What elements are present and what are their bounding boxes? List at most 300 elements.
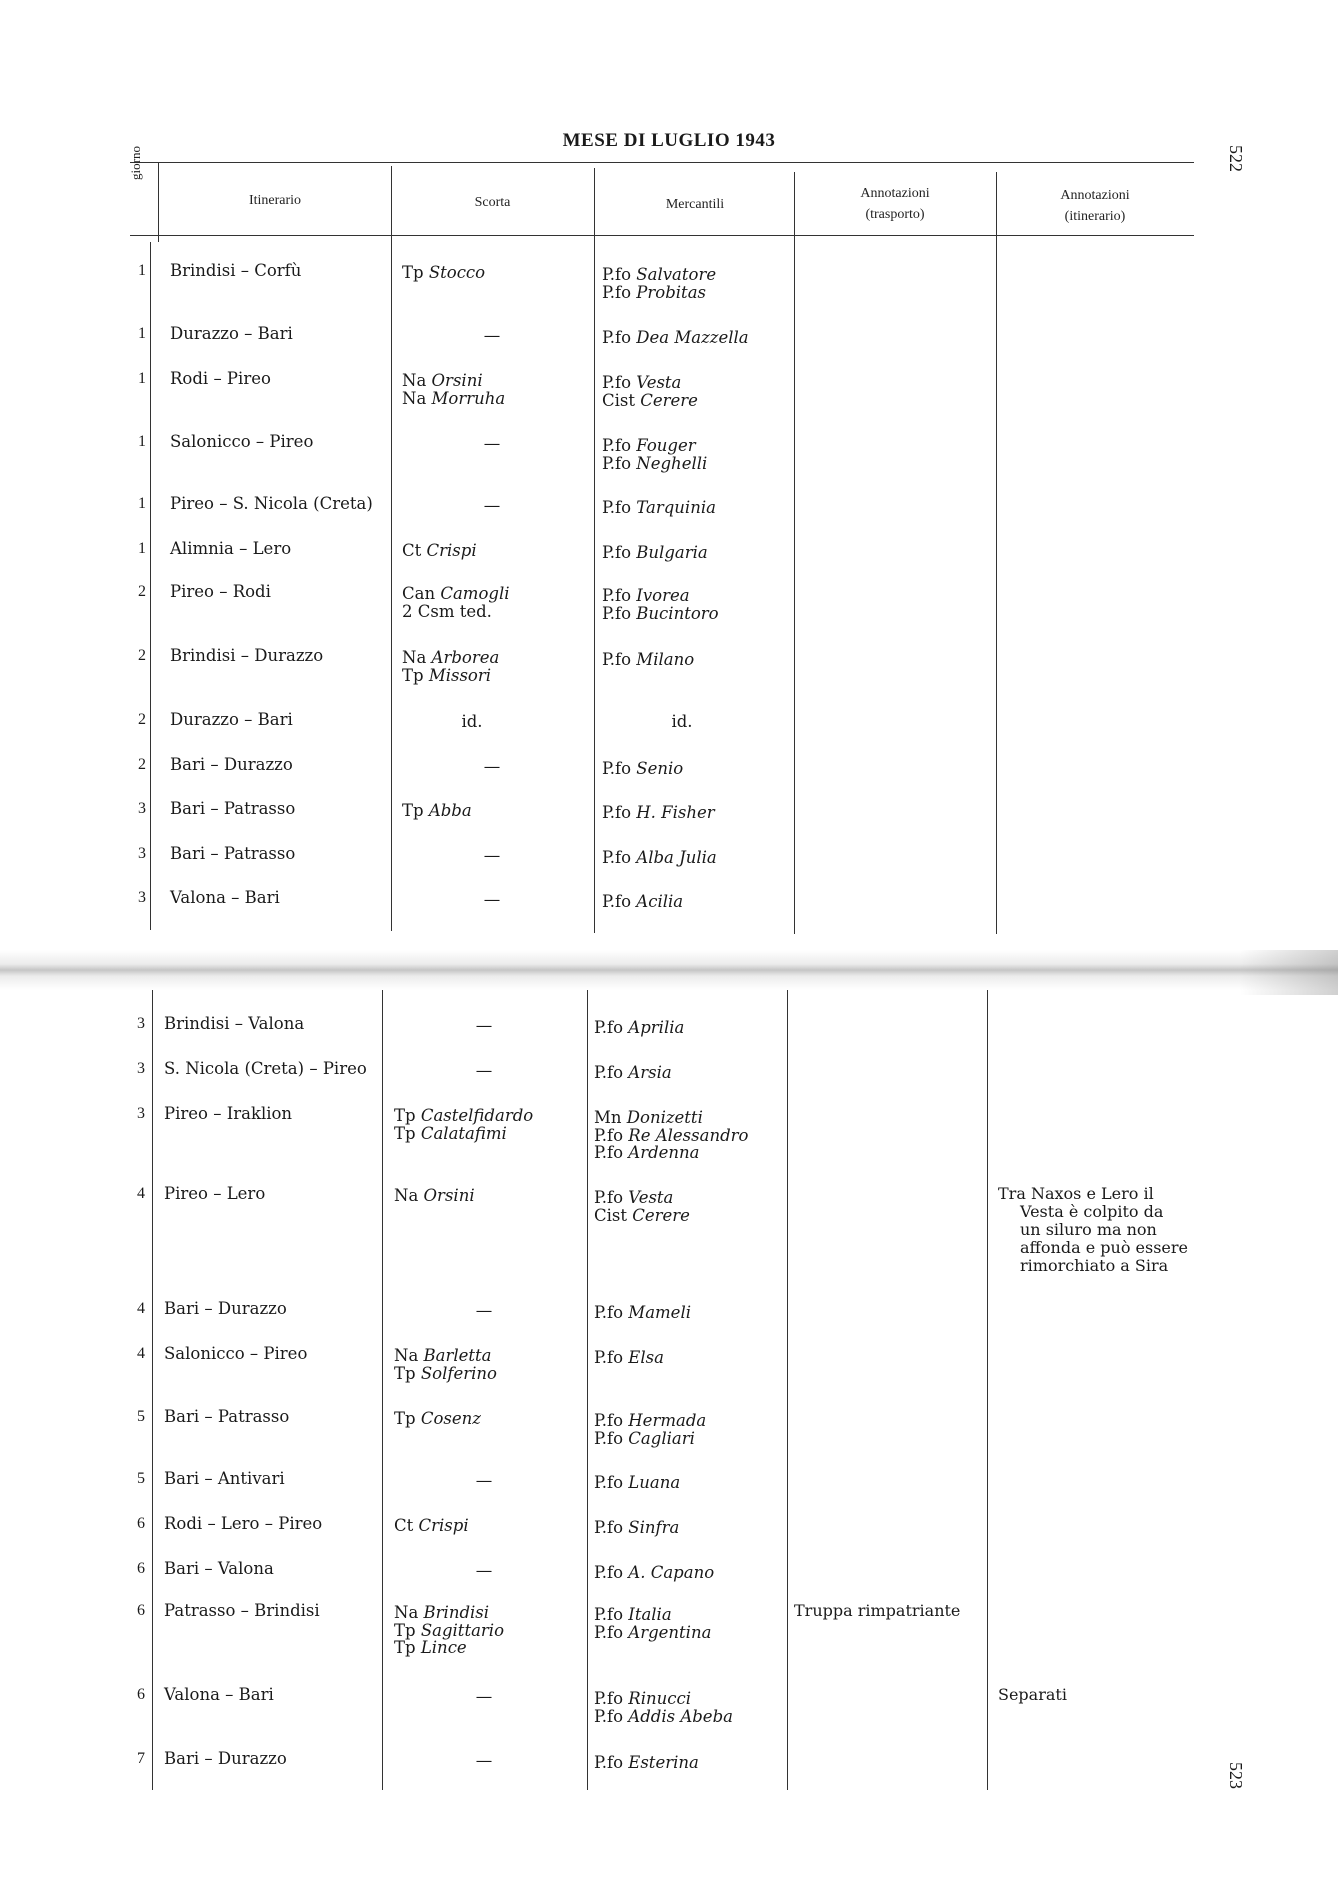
itinerario-cell: Bari – Durazzo bbox=[164, 1749, 287, 1768]
header-annotazioni-trasporto-line1: Annotazioni bbox=[860, 186, 930, 201]
entry-line bbox=[402, 649, 499, 667]
day-cell: 3 bbox=[138, 800, 146, 817]
vessel-name: Ardenna bbox=[628, 1143, 700, 1162]
mercantili-cell bbox=[594, 1519, 679, 1537]
entry-line bbox=[394, 1187, 475, 1205]
itinerario-cell: Pireo – Iraklion bbox=[164, 1104, 293, 1123]
entry-line bbox=[394, 1107, 533, 1125]
vessel-name: Calatafimi bbox=[420, 1123, 507, 1143]
vessel-type: Na bbox=[394, 1186, 419, 1205]
entry-line bbox=[594, 1349, 664, 1367]
header-annotazioni-itinerario-line1: Annotazioni bbox=[1060, 188, 1130, 203]
entry-line bbox=[602, 849, 717, 867]
mercantili-cell bbox=[602, 374, 698, 409]
vessel-name: Sinfra bbox=[628, 1518, 680, 1537]
entry-line bbox=[594, 1430, 706, 1448]
scorta-cell: id. bbox=[461, 712, 483, 731]
entry-line bbox=[402, 390, 505, 408]
mercantili-cell bbox=[594, 1019, 684, 1037]
vessel-type: P.fo bbox=[594, 1428, 624, 1448]
entry-line bbox=[594, 1127, 748, 1145]
day-cell: 1 bbox=[138, 325, 146, 342]
scorta-cell bbox=[402, 264, 485, 282]
mercantili-cell bbox=[602, 329, 749, 347]
annotazioni-itinerario-cell bbox=[998, 1185, 1188, 1275]
vessel-type: P.fo bbox=[594, 1473, 624, 1492]
entry-line bbox=[594, 1412, 706, 1430]
entry-line bbox=[602, 893, 683, 911]
col-divider bbox=[787, 990, 788, 1790]
mercantili-cell: id. bbox=[671, 712, 693, 731]
entry-line bbox=[602, 804, 715, 822]
vessel-type: P.fo bbox=[594, 1348, 624, 1367]
col-divider bbox=[152, 990, 153, 1790]
vessel-name: Argentina bbox=[628, 1622, 712, 1642]
vessel-name: Italia bbox=[628, 1605, 672, 1624]
day-cell: 4 bbox=[137, 1300, 145, 1317]
vessel-name: Abba bbox=[428, 801, 472, 820]
header-mercantili: Mercantili bbox=[665, 197, 725, 212]
header-annotazioni-itinerario bbox=[1000, 185, 1190, 227]
vessel-name: Milano bbox=[636, 650, 695, 669]
vessel-name: Vesta bbox=[636, 373, 682, 392]
vessel-type: P.fo bbox=[602, 498, 632, 517]
vessel-type: P.fo bbox=[594, 1125, 624, 1145]
entry-line bbox=[594, 1519, 679, 1537]
page-number-bottom: 523 bbox=[1226, 1762, 1246, 1789]
vessel-type: Ct bbox=[394, 1516, 414, 1535]
entry-line bbox=[402, 802, 472, 820]
col-divider bbox=[996, 172, 997, 934]
entry-line bbox=[394, 1410, 481, 1428]
entry-line bbox=[602, 760, 683, 778]
mercantili-cell bbox=[602, 266, 716, 301]
vessel-type: Cist bbox=[602, 390, 635, 410]
vessel-type: P.fo bbox=[602, 892, 632, 911]
entry-line bbox=[594, 1207, 690, 1225]
day-cell: 1 bbox=[138, 540, 146, 557]
vessel-type: Tp bbox=[402, 665, 424, 685]
entry-line bbox=[402, 667, 499, 685]
day-cell: 7 bbox=[137, 1750, 145, 1767]
header-annotazioni-itinerario-line2: (itinerario) bbox=[1064, 209, 1126, 224]
day-cell: 2 bbox=[138, 583, 146, 600]
vessel-name: Senio bbox=[636, 759, 684, 778]
mercantili-cell bbox=[602, 544, 708, 562]
day-cell: 3 bbox=[138, 889, 146, 906]
mercantili-cell bbox=[594, 1349, 664, 1367]
entry-line bbox=[594, 1109, 748, 1127]
entry-line bbox=[602, 329, 749, 347]
entry-line bbox=[602, 374, 698, 392]
mercantili-cell bbox=[602, 651, 694, 669]
itinerario-cell: Bari – Antivari bbox=[164, 1469, 285, 1488]
vessel-type: P.fo bbox=[602, 328, 632, 347]
vessel-name: Dea Mazzella bbox=[636, 328, 749, 347]
itinerario-cell: Pireo – Rodi bbox=[170, 582, 271, 601]
vessel-name: H. Fisher bbox=[636, 803, 715, 822]
vessel-type: Mn bbox=[594, 1108, 622, 1127]
itinerario-cell: Salonicco – Pireo bbox=[170, 432, 314, 451]
mercantili-cell bbox=[594, 1304, 691, 1322]
scorta-cell: — bbox=[475, 1061, 493, 1080]
itinerario-cell: Durazzo – Bari bbox=[170, 710, 293, 729]
itinerario-cell: Patrasso – Brindisi bbox=[164, 1601, 320, 1620]
vessel-type: P.fo bbox=[602, 603, 632, 623]
page-number-top: 522 bbox=[1226, 145, 1246, 172]
entry-line bbox=[602, 544, 708, 562]
entry-line bbox=[594, 1019, 684, 1037]
day-cell: 6 bbox=[137, 1602, 145, 1619]
mercantili-cell bbox=[602, 849, 717, 867]
itinerario-cell: Alimnia – Lero bbox=[170, 539, 292, 558]
vessel-type: P.fo bbox=[594, 1605, 624, 1624]
vessel-name: Neghelli bbox=[636, 453, 708, 473]
scorta-cell bbox=[402, 649, 499, 684]
vessel-name: Cosenz bbox=[420, 1409, 481, 1428]
vessel-name: Bucintoro bbox=[636, 603, 719, 623]
scorta-cell: — bbox=[483, 496, 501, 515]
day-cell: 6 bbox=[137, 1515, 145, 1532]
vessel-type: P.fo bbox=[602, 848, 632, 867]
vessel-name: Ivorea bbox=[636, 586, 690, 605]
vessel-name: Esterina bbox=[628, 1753, 699, 1772]
day-cell: 6 bbox=[137, 1560, 145, 1577]
mercantili-cell bbox=[602, 587, 719, 622]
entry-line bbox=[402, 542, 477, 560]
vessel-name: Arsia bbox=[628, 1063, 672, 1082]
entry-line bbox=[394, 1622, 504, 1640]
vessel-type: P.fo bbox=[594, 1706, 624, 1726]
entry-line bbox=[594, 1708, 733, 1726]
annotazioni-itinerario-cell bbox=[998, 1686, 1067, 1704]
day-cell: 2 bbox=[138, 756, 146, 773]
vessel-type: P.fo bbox=[594, 1018, 624, 1037]
entry-line bbox=[394, 1347, 497, 1365]
entry-line bbox=[394, 1365, 497, 1383]
vessel-name: Solferino bbox=[420, 1363, 497, 1383]
vessel-type: P.fo bbox=[602, 453, 632, 473]
mercantili-cell bbox=[594, 1189, 690, 1224]
mercantili-cell bbox=[602, 499, 716, 517]
mercantili-cell bbox=[594, 1690, 733, 1725]
entry-line bbox=[594, 1144, 748, 1162]
scorta-cell bbox=[394, 1347, 497, 1382]
day-cell: 4 bbox=[137, 1185, 145, 1202]
page-fold-edge bbox=[1240, 950, 1338, 995]
vessel-name: Camogli bbox=[440, 584, 510, 603]
col-divider bbox=[594, 168, 595, 933]
itinerario-cell: Brindisi – Durazzo bbox=[170, 646, 324, 665]
vessel-type: Tp bbox=[402, 263, 424, 282]
vessel-name: Rinucci bbox=[628, 1689, 692, 1708]
vessel-type: Tp bbox=[394, 1620, 416, 1640]
vessel-name: Hermada bbox=[628, 1411, 707, 1430]
vessel-name: Probitas bbox=[636, 282, 706, 302]
vessel-name: Bulgaria bbox=[636, 543, 708, 562]
note-line: affonda e può essere bbox=[1020, 1238, 1189, 1257]
vessel-name: Lince bbox=[420, 1638, 467, 1657]
day-cell: 1 bbox=[138, 262, 146, 279]
vessel-name: Elsa bbox=[628, 1348, 664, 1367]
vessel-type: Tp bbox=[394, 1363, 416, 1383]
vessel-type: P.fo bbox=[594, 1303, 624, 1322]
entry-line bbox=[594, 1624, 711, 1642]
vessel-type: P.fo bbox=[594, 1143, 624, 1162]
entry-line bbox=[594, 1064, 672, 1082]
vessel-type: Na bbox=[402, 648, 427, 667]
vessel-type: P.fo bbox=[602, 282, 632, 302]
itinerario-cell: Bari – Valona bbox=[164, 1559, 274, 1578]
vessel-type: P.fo bbox=[602, 265, 632, 284]
vessel-type: 2 Csm ted. bbox=[402, 601, 492, 621]
vessel-type: Ct bbox=[402, 541, 422, 560]
entry-line bbox=[602, 587, 719, 605]
day-cell: 3 bbox=[138, 845, 146, 862]
scorta-cell bbox=[394, 1604, 504, 1657]
vessel-name: Castelfidardo bbox=[420, 1106, 534, 1125]
vessel-type: Na bbox=[394, 1603, 419, 1622]
vessel-type: P.fo bbox=[594, 1689, 624, 1708]
scorta-cell bbox=[394, 1187, 475, 1205]
vessel-type: Tp bbox=[394, 1638, 416, 1657]
vessel-name: Missori bbox=[428, 665, 492, 685]
itinerario-cell: Salonicco – Pireo bbox=[164, 1344, 308, 1363]
scorta-cell: — bbox=[483, 890, 501, 909]
header-itinerario: Itinerario bbox=[248, 193, 302, 208]
itinerario-cell: Bari – Durazzo bbox=[164, 1299, 287, 1318]
vessel-type: P.fo bbox=[602, 650, 632, 669]
scorta-cell: — bbox=[475, 1561, 493, 1580]
entry-line bbox=[602, 651, 694, 669]
entry-line bbox=[394, 1125, 533, 1143]
mercantili-cell bbox=[594, 1564, 714, 1582]
scorta-cell: — bbox=[475, 1751, 493, 1770]
day-cell: 1 bbox=[138, 495, 146, 512]
itinerario-cell: Durazzo – Bari bbox=[170, 324, 293, 343]
itinerario-cell: Rodi – Lero – Pireo bbox=[164, 1514, 323, 1533]
vessel-type: P.fo bbox=[602, 373, 632, 392]
day-cell: 5 bbox=[137, 1408, 145, 1425]
scorta-cell: — bbox=[475, 1471, 493, 1490]
col-divider bbox=[794, 172, 795, 934]
vessel-type: P.fo bbox=[602, 759, 632, 778]
vessel-type: Tp bbox=[394, 1123, 416, 1143]
vessel-name: Barletta bbox=[423, 1346, 492, 1365]
scorta-cell: — bbox=[475, 1016, 493, 1035]
scorta-cell: — bbox=[483, 434, 501, 453]
mercantili-cell bbox=[594, 1606, 711, 1641]
vessel-type: P.fo bbox=[602, 803, 632, 822]
vessel-name: Vesta bbox=[628, 1188, 674, 1207]
vessel-name: Crispi bbox=[426, 541, 477, 560]
itinerario-cell: Brindisi – Corfù bbox=[170, 261, 302, 280]
vessel-type: P.fo bbox=[594, 1063, 624, 1082]
vessel-name: Cerere bbox=[640, 390, 698, 410]
scorta-cell bbox=[394, 1107, 533, 1142]
mercantili-cell bbox=[594, 1474, 680, 1492]
vessel-name: Addis Abeba bbox=[628, 1706, 733, 1726]
day-cell: 1 bbox=[138, 433, 146, 450]
note-line: rimorchiato a Sira bbox=[1020, 1256, 1169, 1275]
header-giorno: giorno bbox=[128, 146, 143, 180]
day-cell: 3 bbox=[137, 1105, 145, 1122]
entry-line bbox=[602, 605, 719, 623]
scorta-cell bbox=[394, 1410, 481, 1428]
mercantili-cell bbox=[602, 760, 683, 778]
entry-line bbox=[602, 392, 698, 410]
vessel-name: Orsini bbox=[431, 371, 483, 390]
vessel-name: Orsini bbox=[423, 1186, 475, 1205]
entry-line bbox=[602, 284, 716, 302]
scorta-cell bbox=[394, 1517, 469, 1535]
vessel-type: P.fo bbox=[602, 543, 632, 562]
entry-line bbox=[402, 372, 505, 390]
entry-line bbox=[594, 1690, 733, 1708]
entry-line bbox=[402, 603, 510, 621]
vessel-type: Na bbox=[402, 388, 427, 408]
col-divider bbox=[382, 990, 383, 1790]
entry-line bbox=[594, 1606, 711, 1624]
mercantili-cell bbox=[602, 804, 715, 822]
day-cell: 6 bbox=[137, 1686, 145, 1703]
mercantili-cell bbox=[602, 437, 707, 472]
vessel-type: P.fo bbox=[602, 436, 632, 455]
col-divider bbox=[391, 166, 392, 931]
vessel-type: Can bbox=[402, 584, 436, 603]
vessel-name: Cagliari bbox=[628, 1428, 695, 1448]
col-divider bbox=[987, 990, 988, 1790]
scorta-cell bbox=[402, 372, 505, 407]
vessel-name: Alba Julia bbox=[636, 848, 717, 867]
entry-line bbox=[602, 455, 707, 473]
vessel-name: Luana bbox=[628, 1473, 681, 1492]
vessel-type: Na bbox=[402, 371, 427, 390]
vessel-type: P.fo bbox=[594, 1563, 624, 1582]
vessel-type: Tp bbox=[394, 1106, 416, 1125]
page-fold-shadow bbox=[0, 950, 1338, 990]
header-bottom-rule bbox=[130, 235, 1194, 236]
note-line: Separati bbox=[998, 1685, 1067, 1704]
itinerario-cell: Bari – Patrasso bbox=[164, 1407, 290, 1426]
vessel-name: Re Alessandro bbox=[628, 1125, 749, 1145]
itinerario-cell: Bari – Patrasso bbox=[170, 844, 296, 863]
vessel-name: Cerere bbox=[632, 1205, 690, 1225]
vessel-name: Aprilia bbox=[628, 1018, 685, 1037]
vessel-name: Stocco bbox=[428, 263, 486, 282]
itinerario-cell: Pireo – S. Nicola (Creta) bbox=[170, 494, 373, 513]
col-divider bbox=[587, 990, 588, 1790]
mercantili-cell bbox=[594, 1754, 699, 1772]
entry-line bbox=[602, 499, 716, 517]
header-annotazioni-trasporto-line2: (trasporto) bbox=[865, 207, 925, 222]
vessel-name: Salvatore bbox=[636, 265, 717, 284]
entry-line bbox=[594, 1564, 714, 1582]
vessel-name: Morruha bbox=[431, 388, 506, 408]
vessel-type: Tp bbox=[402, 801, 424, 820]
scorta-cell bbox=[402, 542, 477, 560]
itinerario-cell: Valona – Bari bbox=[170, 888, 280, 907]
note-line: Vesta è colpito da bbox=[1020, 1202, 1164, 1221]
vessel-type: P.fo bbox=[594, 1518, 624, 1537]
itinerario-cell: Bari – Durazzo bbox=[170, 755, 293, 774]
scorta-cell: — bbox=[483, 326, 501, 345]
mercantili-cell bbox=[602, 893, 683, 911]
vessel-type: P.fo bbox=[594, 1622, 624, 1642]
day-cell: 3 bbox=[137, 1060, 145, 1077]
day-cell: 1 bbox=[138, 370, 146, 387]
vessel-name: Mameli bbox=[628, 1303, 691, 1322]
entry-line bbox=[594, 1189, 690, 1207]
itinerario-cell: Valona – Bari bbox=[164, 1685, 274, 1704]
vessel-type: P.fo bbox=[594, 1753, 624, 1772]
entry-line bbox=[394, 1517, 469, 1535]
header-annotazioni-trasporto bbox=[800, 183, 990, 225]
vessel-type: Tp bbox=[394, 1409, 416, 1428]
vessel-name: Acilia bbox=[636, 892, 684, 911]
mercantili-cell bbox=[594, 1109, 748, 1162]
note-line: un siluro ma non bbox=[1020, 1220, 1157, 1239]
itinerario-cell: Rodi – Pireo bbox=[170, 369, 271, 388]
entry-line bbox=[394, 1639, 504, 1657]
itinerario-cell: Bari – Patrasso bbox=[170, 799, 296, 818]
day-cell: 4 bbox=[137, 1345, 145, 1362]
entry-line bbox=[402, 585, 510, 603]
vessel-name: Tarquinia bbox=[636, 498, 716, 517]
itinerario-cell: Pireo – Lero bbox=[164, 1184, 266, 1203]
entry-line bbox=[602, 266, 716, 284]
vessel-name: Donizetti bbox=[626, 1108, 703, 1127]
mercantili-cell bbox=[594, 1064, 672, 1082]
day-cell: 2 bbox=[138, 647, 146, 664]
scorta-cell bbox=[402, 585, 510, 620]
vessel-name: Crispi bbox=[418, 1516, 469, 1535]
vessel-name: Fouger bbox=[636, 436, 696, 455]
entry-line bbox=[402, 264, 485, 282]
scorta-cell: — bbox=[483, 757, 501, 776]
annotazioni-trasporto-cell: Truppa rimpatriante bbox=[794, 1601, 961, 1620]
mercantili-cell bbox=[594, 1412, 706, 1447]
vessel-type: P.fo bbox=[602, 586, 632, 605]
vessel-type: P.fo bbox=[594, 1188, 624, 1207]
vessel-type: P.fo bbox=[594, 1411, 624, 1430]
vessel-name: Sagittario bbox=[420, 1620, 505, 1640]
vessel-name: Arborea bbox=[431, 648, 500, 667]
note-line: Tra Naxos e Lero il bbox=[998, 1184, 1154, 1203]
vessel-type: Na bbox=[394, 1346, 419, 1365]
vessel-name: Brindisi bbox=[423, 1603, 490, 1622]
day-cell: 5 bbox=[137, 1470, 145, 1487]
scorta-cell: — bbox=[475, 1687, 493, 1706]
table-top-rule bbox=[130, 162, 1194, 163]
header-scorta: Scorta bbox=[474, 195, 511, 210]
entry-line bbox=[594, 1304, 691, 1322]
scorta-cell: — bbox=[475, 1301, 493, 1320]
day-cell: 3 bbox=[137, 1015, 145, 1032]
itinerario-cell: S. Nicola (Creta) – Pireo bbox=[164, 1059, 367, 1078]
itinerario-cell: Brindisi – Valona bbox=[164, 1014, 305, 1033]
entry-line bbox=[394, 1604, 504, 1622]
col-divider bbox=[158, 162, 159, 242]
entry-line bbox=[594, 1474, 680, 1492]
scorta-cell: — bbox=[483, 846, 501, 865]
page-title: MESE DI LUGLIO 1943 bbox=[562, 130, 776, 151]
entry-line bbox=[602, 437, 707, 455]
day-cell: 2 bbox=[138, 711, 146, 728]
scorta-cell bbox=[402, 802, 472, 820]
vessel-type: Cist bbox=[594, 1205, 627, 1225]
entry-line bbox=[594, 1754, 699, 1772]
